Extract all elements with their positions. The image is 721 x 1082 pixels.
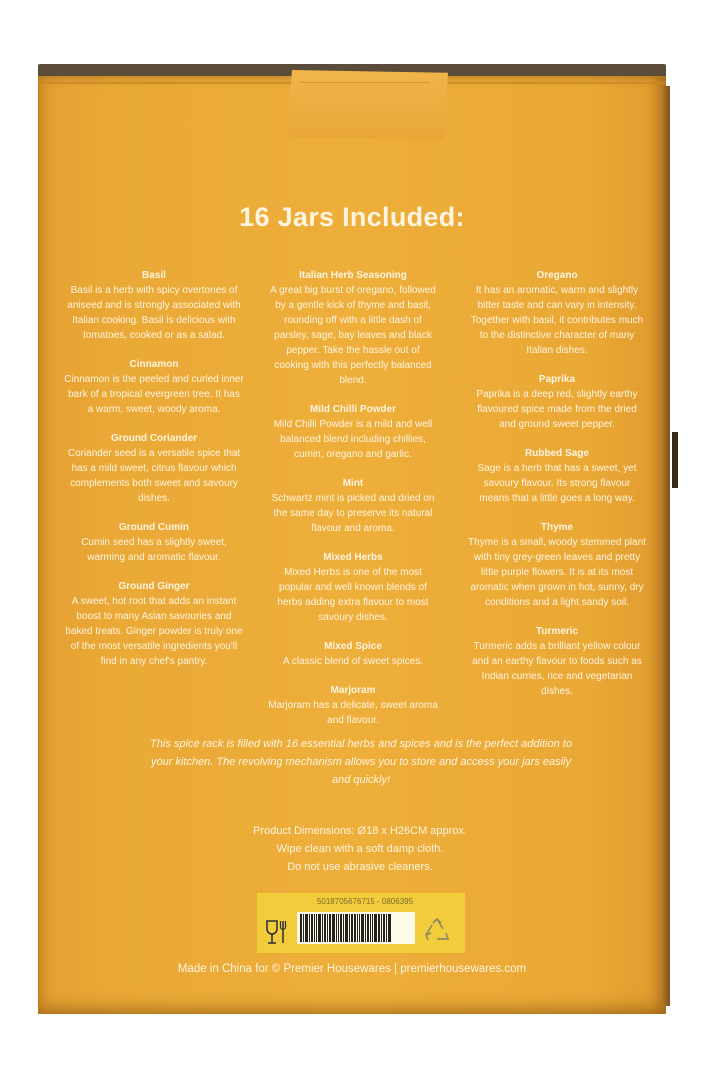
barcode-number: 5018705676715 - 0806395 [316, 897, 414, 906]
spice-name: Rubbed Sage [525, 448, 589, 459]
spice-name: Mixed Herbs [323, 552, 383, 563]
spice-name: Cinnamon [129, 359, 179, 370]
spice-text: It has an aromatic, warm and slightly bitter taste and can vary in intensity. Together with basil, it contributes much to the distinctive character of many Italian dishes. [470, 285, 644, 356]
spice-name: Paprika [538, 374, 576, 385]
spice-text: Basil is a herb with spicy overtones of aniseed and is strongly associated with Italian cooking. Basil is delicious with tomatoes, cooked or as a salad. [67, 285, 241, 341]
spice-name: Italian Herb Seasoning [299, 270, 407, 281]
footer-text: Made in China for © Premier Housewares | premierhousewares.com [177, 963, 527, 975]
spice-name: Ground Ginger [118, 581, 190, 592]
spice-text: Thyme is a small, woody stemmed plant with tiny grey-green leaves and pretty little purple flowers. It is at its most aromatic when grown in hot, sunny, dry conditions and a light sandy soil. [468, 537, 646, 608]
spice-name: Basil [142, 270, 166, 281]
glass-fork-icon [263, 918, 291, 946]
care-info [210, 822, 510, 876]
spice-text: A great big burst of oregano, followed by a gentle kick of thyme and basil, rounding off with a little dash of parsley, sage, bay leaves and black pepper. Take the hassle out of cooking with this perfectly balanced blend. [270, 285, 436, 386]
dimensions-text: Product Dimensions: Ø18 x H26CM approx. [253, 825, 467, 837]
tape-crease [300, 82, 430, 83]
care-text: Wipe clean with a soft damp cloth. [276, 843, 444, 855]
spice-name: Mixed Spice [324, 641, 382, 652]
spice-text: Sage is a herb that has a sweet, yet savoury flavour. Its strong flavour means that a little goes a long way. [477, 463, 637, 504]
spice-name: Turmeric [535, 626, 579, 637]
spice-text: Schwartz mint is picked and dried on the same day to preserve its natural flavour and aroma. [271, 493, 435, 534]
spice-text: Coriander seed is a versatile spice that has a mild sweet, citrus flavour which complements both sweet and savoury dishes. [67, 448, 241, 504]
spice-name: Mild Chilli Powder [309, 404, 397, 415]
barcode [297, 912, 415, 944]
product-description: This spice rack is filled with 16 essential herbs and spices and is the perfect addition to your kitchen. The revolving mechanism allows you to store and access your jars easily and quickly! [150, 738, 572, 786]
spice-name: Ground Coriander [110, 433, 198, 444]
spice-name: Mint [342, 478, 364, 489]
spice-text: Cinnamon is the peeled and curled inner bark of a tropical evergreen tree. It has a warm, sweet, woody aroma. [64, 374, 244, 415]
spice-text: A classic blend of sweet spices. [282, 656, 424, 667]
care-warning: Do not use abrasive cleaners. [287, 861, 433, 873]
spice-text: Mixed Herbs is one of the most popular and well known blends of herbs adding extra flavour to most savoury dishes. [277, 567, 429, 623]
recycle-icon [422, 916, 452, 946]
spice-text: Turmeric adds a brilliant yellow colour and an earthy flavour to foods such as Indian curries, rice and vegetarian dishes. [472, 641, 642, 697]
spice-name: Thyme [540, 522, 574, 533]
spice-column-1 [64, 268, 244, 669]
spice-name: Marjoram [330, 685, 376, 696]
spice-column-2 [268, 268, 438, 728]
spice-name: Ground Cumin [119, 522, 189, 533]
spice-name: Oregano [536, 270, 578, 281]
packing-tape [282, 70, 448, 140]
spice-text: Mild Chilli Powder is a mild and well balanced blend including chillies, cumin, oregano and garlic. [273, 419, 433, 460]
spice-text: Marjoram has a delicate, sweet aroma and flavour. [268, 700, 438, 726]
spice-column-3 [468, 268, 646, 699]
page-title: 16 Jars Included: [239, 202, 465, 232]
spice-text: Paprika is a deep red, slightly earthy flavoured spice made from the dried and ground sweet pepper. [476, 389, 638, 430]
spice-text: A sweet, hot root that adds an instant boost to many Asian savouries and baked treats. Ginger powder is truly one of the most versatile ingredients you'll find in any chef's pantry. [65, 596, 243, 667]
side-print-strip [672, 432, 678, 488]
spice-text: Cumin seed has a slightly sweet, warming and aromatic flavour. [81, 537, 227, 563]
